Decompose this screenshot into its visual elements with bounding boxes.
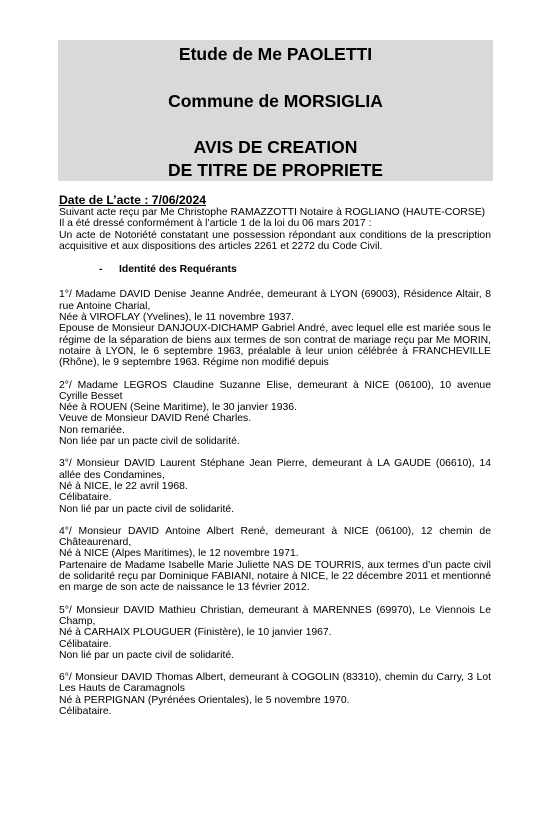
section-title: Identité des Requérants xyxy=(119,264,237,276)
requerant-line: Non remariée. xyxy=(59,424,125,436)
requerant-line: Non lié par un pacte civil de solidarité. xyxy=(59,649,235,661)
intro-paragraph-2: Il a été dressé conformément à l’article 1 de la loi du 06 mars 2017 : xyxy=(59,218,372,230)
requerant-line: 6°/ Monsieur DAVID Thomas Albert, demeurant à COGOLIN (83310), chemin du Carry, 3 Lot Les Hauts de Caramagnols xyxy=(59,672,491,695)
requerant-line: Non lié par un pacte civil de solidarité. xyxy=(59,503,235,515)
requerant-line: 1°/ Madame DAVID Denise Jeanne Andrée, demeurant à LYON (69003), Résidence Altair, 8 rue Antoine Charial, xyxy=(59,289,491,312)
header-title-line1: AVIS DE CREATION xyxy=(193,137,358,157)
document-body xyxy=(59,193,491,728)
header-title xyxy=(58,136,493,182)
requerant-line: Partenaire de Madame Isabelle Marie Juliette NAS DE TOURRIS, aux termes d’un pacte civil de solidarité reçu par Dominique FABIANI, notaire à NICE, le 22 décembre 2011 et mentionné en marge de son acte de naissance le 13 février 2012. xyxy=(59,559,491,594)
requerant-entry xyxy=(59,289,491,368)
requerant-line: Veuve de Monsieur DAVID René Charles. xyxy=(59,413,252,425)
requerant-line: Né à PERPIGNAN (Pyrénées Orientales), le 5 novembre 1970. xyxy=(59,694,350,706)
requerant-line: Né à NICE (Alpes Maritimes), le 12 novembre 1971. xyxy=(59,548,299,560)
act-date: Date de L’acte : 7/06/2024 xyxy=(59,193,207,207)
intro-paragraph-1: Suivant acte reçu par Me Christophe RAMAZZOTTI Notaire à ROGLIANO (HAUTE-CORSE) xyxy=(59,207,486,218)
requerant-line: Célibataire. xyxy=(59,492,112,504)
requerant-line: Célibataire. xyxy=(59,638,112,650)
requerant-line: Epouse de Monsieur DANJOUX-DICHAMP Gabriel André, avec lequel elle est mariée sous le régime de la séparation de biens aux termes de son contrat de mariage reçu par Me MORIN, notaire à LYON, le 6 septembre 1963, préalable à leur union célébrée à FRANCHEVILLE (Rhône), le 9 septembre 1963. Régime non modifié depuis xyxy=(59,323,491,369)
requerant-entry xyxy=(59,605,491,661)
header-study-name: Etude de Me PAOLETTI xyxy=(178,44,373,64)
intro-paragraph-3: Un acte de Notoriété constatant une possession répondant aux conditions de la prescription acquisitive et aux dispositions des articles 2261 et 2272 du Code Civil. xyxy=(59,229,491,252)
document-header xyxy=(58,40,493,181)
requerant-entry xyxy=(59,458,491,514)
requerant-entry xyxy=(59,380,491,448)
header-title-line2: DE TITRE DE PROPRIETE xyxy=(168,160,383,180)
section-heading xyxy=(99,264,491,275)
requerant-line: Né à CARHAIX PLOUGUER (Finistère), le 10 janvier 1967. xyxy=(59,627,332,639)
requerant-entry xyxy=(59,672,491,717)
requerant-line: 4°/ Monsieur DAVID Antoine Albert René, demeurant à NICE (06100), 12 chemin de Châteaurenard, xyxy=(59,525,491,549)
requerant-line: Né à NICE, le 22 avril 1968. xyxy=(59,480,188,492)
requerant-entry xyxy=(59,526,491,594)
requerant-line: 2°/ Madame LEGROS Claudine Suzanne Elise, demeurant à NICE (06100), 10 avenue Cyrille Besset xyxy=(59,379,491,402)
header-commune: Commune de MORSIGLIA xyxy=(168,91,383,111)
requerants-list xyxy=(59,289,491,717)
requerant-line: Née à ROUEN (Seine Maritime), le 30 janvier 1936. xyxy=(59,402,297,414)
requerant-line: Née à VIROFLAY (Yvelines), le 11 novembre 1937. xyxy=(59,312,295,324)
requerant-line: 5°/ Monsieur DAVID Mathieu Christian, demeurant à MARENNES (69970), Le Viennois Le Champ, xyxy=(59,604,491,627)
requerant-line: 3°/ Monsieur DAVID Laurent Stéphane Jean Pierre, demeurant à LA GAUDE (06610), 14 allée des Condamines, xyxy=(59,458,491,481)
requerant-line: Non liée par un pacte civil de solidarité. xyxy=(59,436,240,448)
requerant-line: Célibataire. xyxy=(59,705,112,717)
section-bullet: - xyxy=(99,264,103,276)
